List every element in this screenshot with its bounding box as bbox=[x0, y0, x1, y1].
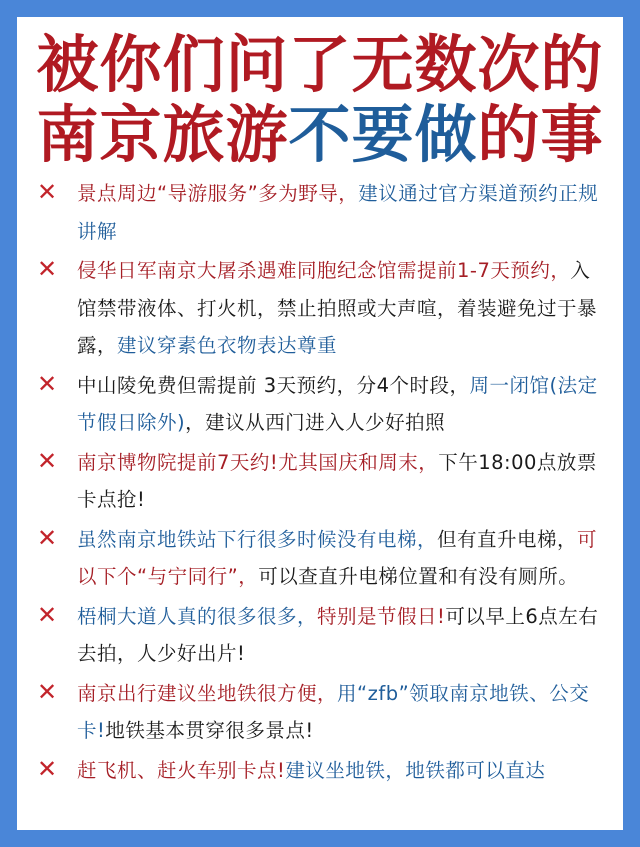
item-text: 赶飞机、赶火车别卡点!建议坐地铁，地铁都可以直达 bbox=[77, 758, 546, 782]
cross-icon: ✕ bbox=[37, 369, 58, 398]
content-card bbox=[17, 17, 623, 830]
list-item bbox=[17, 252, 623, 365]
title-part-things: 的事 bbox=[477, 98, 604, 171]
list-item bbox=[17, 675, 623, 750]
tips-list bbox=[17, 175, 623, 791]
item-text: 梧桐大道人真的很多很多，特别是节假日!可以早上6点左右去拍，人少好出片! bbox=[77, 604, 599, 665]
item-text: 南京出行建议坐地铁很方便，用“zfb”领取南京地铁、公交卡!地铁基本贯穿很多景点! bbox=[77, 681, 590, 742]
list-item bbox=[17, 598, 623, 673]
list-item bbox=[17, 367, 623, 442]
list-item bbox=[17, 752, 623, 790]
item-text: 侵华日军南京大屠杀遇难同胞纪念馆需提前1-7天预约，入馆禁带液体、打火机，禁止拍照或大声喧，着装避免过于暴露，建议穿素色衣物表达尊重 bbox=[77, 259, 598, 357]
cross-icon: ✕ bbox=[37, 677, 58, 706]
list-item bbox=[17, 444, 623, 519]
title-part-dont: 不要做 bbox=[288, 98, 478, 171]
item-text: 中山陵免费但需提前 3天预约，分4个时段，周一闭馆(法定节假日除外)，建议从西门进入人少好拍照 bbox=[77, 373, 598, 434]
cross-icon: ✕ bbox=[37, 446, 58, 475]
item-text: 南京博物院提前7天约!尤其国庆和周末，下午18:00点放票卡点抢! bbox=[77, 450, 597, 511]
title-line-1: 被你们问了无数次的 bbox=[36, 28, 604, 101]
list-item bbox=[17, 175, 623, 250]
cross-icon: ✕ bbox=[37, 255, 58, 283]
item-text: 景点周边“导游服务”多为野导，建议通过官方渠道预约正规讲解 bbox=[77, 182, 599, 243]
cross-icon: ✕ bbox=[37, 600, 58, 629]
cross-icon: ✕ bbox=[37, 523, 58, 552]
cross-icon: ✕ bbox=[37, 754, 58, 783]
item-text: 虽然南京地铁站下行很多时候没有电梯，但有直升电梯，可以下个“与宁同行”，可以查直升电梯位置和有没有厕所。 bbox=[77, 527, 598, 588]
list-item bbox=[17, 521, 623, 596]
title-line-2 bbox=[17, 98, 623, 171]
title-part-nanjing: 南京旅游 bbox=[36, 98, 289, 171]
cross-icon: ✕ bbox=[37, 178, 58, 206]
